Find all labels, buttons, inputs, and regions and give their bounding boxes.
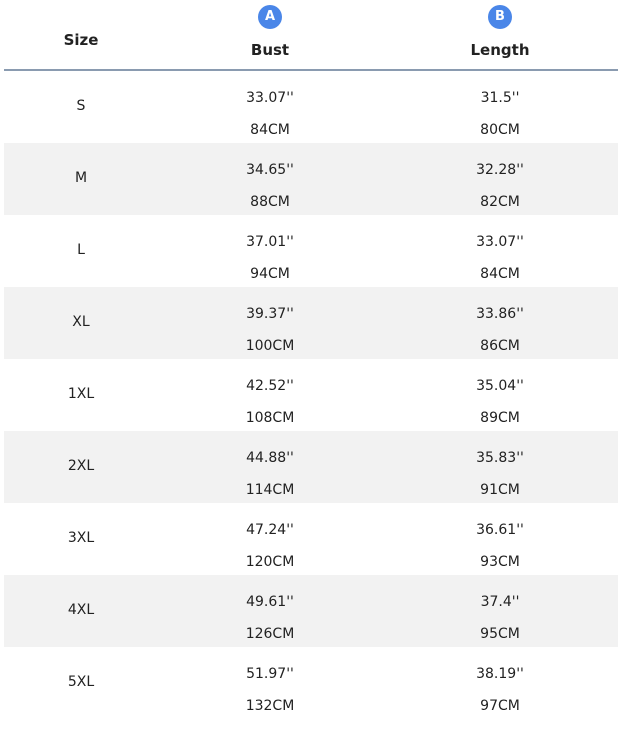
bust-cm-cell: 108CM (245, 410, 295, 426)
table-row (4, 575, 618, 647)
bust-inches-cell: 42.52'' (246, 378, 294, 394)
length-cm-cell: 93CM (480, 554, 520, 570)
length-inches-cell: 31.5'' (480, 90, 520, 106)
size-cell: 2XL (67, 458, 95, 474)
bust-cm-cell: 94CM (250, 266, 290, 282)
bust-inches-cell: 49.61'' (246, 594, 294, 610)
bust-cm-cell: 120CM (245, 554, 295, 570)
length-inches-cell: 33.07'' (476, 234, 524, 250)
length-cm-cell: 89CM (480, 410, 520, 426)
bust-column-header: Bust (250, 41, 290, 59)
length-cm-cell: 80CM (480, 122, 520, 138)
bust-cm-cell: 114CM (245, 482, 295, 498)
bust-cm-cell: 126CM (245, 626, 295, 642)
table-row (4, 71, 618, 143)
size-cell: 4XL (67, 602, 95, 618)
length-cm-cell: 84CM (480, 266, 520, 282)
bust-inches-cell: 37.01'' (246, 234, 294, 250)
length-marker-badge: B (488, 5, 512, 29)
bust-inches-cell: 47.24'' (246, 522, 294, 538)
size-cell: L (77, 242, 85, 258)
size-column-header: Size (63, 31, 99, 49)
table-row (4, 143, 618, 215)
table-row (4, 287, 618, 359)
table-row (4, 647, 618, 719)
length-inches-cell: 38.19'' (476, 666, 524, 682)
size-cell: M (74, 170, 88, 186)
bust-inches-cell: 33.07'' (246, 90, 294, 106)
length-cm-cell: 86CM (480, 338, 520, 354)
length-inches-cell: 36.61'' (476, 522, 524, 538)
bust-inches-cell: 51.97'' (246, 666, 294, 682)
length-inches-cell: 35.83'' (476, 450, 524, 466)
table-body (4, 71, 618, 719)
table-row (4, 503, 618, 575)
size-cell: 5XL (67, 674, 95, 690)
bust-inches-cell: 39.37'' (246, 306, 294, 322)
length-column-header: Length (470, 41, 530, 59)
length-inches-cell: 37.4'' (480, 594, 520, 610)
length-cm-cell: 97CM (480, 698, 520, 714)
length-inches-cell: 32.28'' (476, 162, 524, 178)
size-cell: 3XL (67, 530, 95, 546)
table-header (0, 0, 623, 70)
bust-marker-badge: A (258, 5, 282, 29)
bust-cm-cell: 84CM (250, 122, 290, 138)
size-cell: S (76, 98, 86, 114)
length-cm-cell: 91CM (480, 482, 520, 498)
table-row (4, 431, 618, 503)
bust-cm-cell: 88CM (250, 194, 290, 210)
bust-cm-cell: 132CM (245, 698, 295, 714)
size-cell: 1XL (67, 386, 95, 402)
bust-inches-cell: 34.65'' (246, 162, 294, 178)
table-row (4, 359, 618, 431)
size-cell: XL (72, 314, 90, 330)
length-cm-cell: 95CM (480, 626, 520, 642)
table-row (4, 215, 618, 287)
length-inches-cell: 33.86'' (476, 306, 524, 322)
length-inches-cell: 35.04'' (476, 378, 524, 394)
bust-cm-cell: 100CM (245, 338, 295, 354)
bust-inches-cell: 44.88'' (246, 450, 294, 466)
length-cm-cell: 82CM (480, 194, 520, 210)
